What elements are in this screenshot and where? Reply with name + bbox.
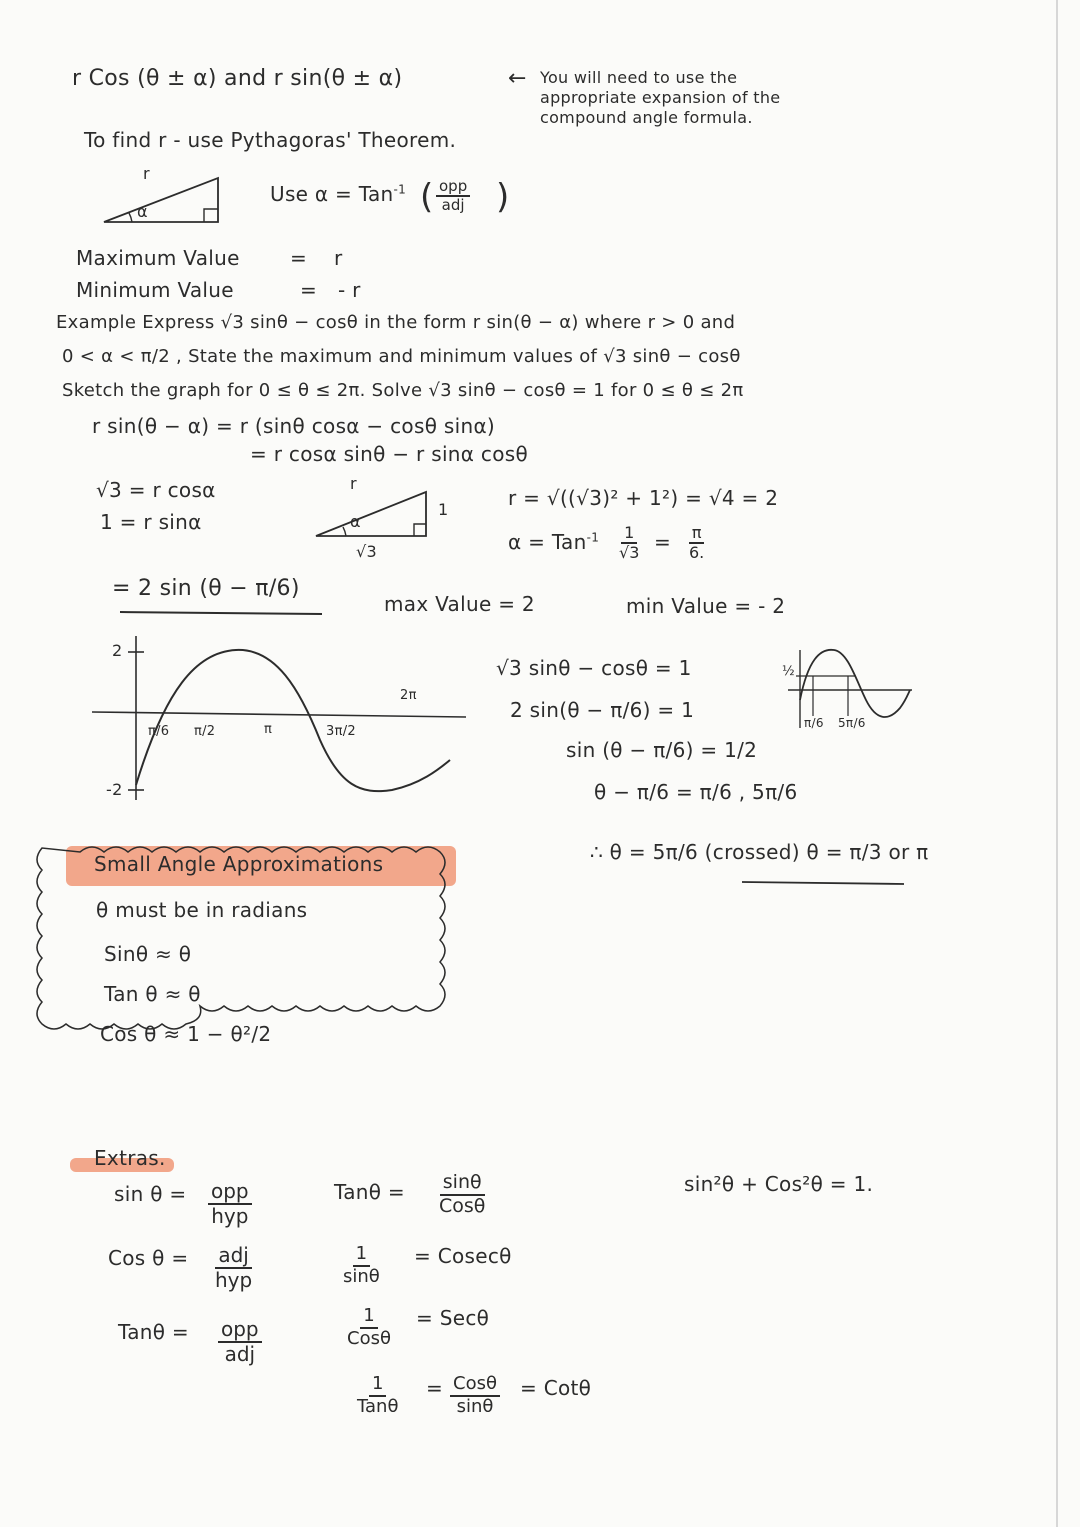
extras-cos-lhs: Cos θ =	[108, 1246, 189, 1270]
min-value-result: min Value = - 2	[626, 594, 786, 618]
triangle-2-r-label: r	[350, 474, 357, 493]
small-angle-tan: Tan θ ≈ θ	[104, 982, 201, 1006]
mini-graph-x2-label: 5π/6	[838, 716, 866, 730]
example-line-2: 0 < α < π/2 , State the maximum and minimum values of √3 sinθ − cosθ	[62, 346, 741, 367]
triangle-2-root3-label: √3	[356, 542, 377, 561]
alpha-calc-fraction: $\frac{1}{√3}$	[619, 523, 640, 563]
section-title: r Cos (θ ± α) and r sin(θ ± α)	[72, 66, 403, 91]
extras-cosec-fraction: $\frac{1}{\sin\theta}$	[343, 1243, 380, 1287]
graph-x-label-2pi: 2π	[400, 688, 417, 703]
graph-y-label-bottom: -2	[106, 780, 123, 799]
note-line-2: appropriate expansion of the	[540, 88, 781, 107]
extras-cot-fraction-1: 1 Tanθ	[357, 1373, 399, 1417]
max-label: Maximum Value	[76, 246, 240, 270]
triangle-2-one-label: 1	[438, 500, 449, 519]
pythagorean-identity: sin²θ + Cos²θ = 1.	[684, 1172, 874, 1196]
triangle-r-label: r	[143, 164, 150, 183]
extras-cot-fraction-2: Cosθ sinθ	[450, 1374, 500, 1417]
find-r-text: To find r - use Pythagoras' Theorem.	[84, 128, 457, 152]
alpha-formula-fraction: opp adj	[436, 178, 470, 215]
max-value-result: max Value = 2	[384, 592, 535, 616]
extras-tan-identity-lhs: Tanθ =	[334, 1180, 405, 1204]
small-angle-title: Small Angle Approximations	[94, 852, 384, 876]
example-line-3: Sketch the graph for 0 ≤ θ ≤ 2π. Solve √3 sinθ − cosθ = 1 for 0 ≤ θ ≤ 2π	[62, 380, 744, 401]
alpha-formula: Use α = Tan$^{-1}$	[270, 182, 407, 206]
solve-line-1: √3 sinθ − cosθ = 1	[496, 656, 692, 680]
solve-line-3: sin (θ − π/6) = 1/2	[566, 738, 758, 762]
extras-sec-rhs: = Secθ	[416, 1306, 490, 1330]
result-form: = 2 sin (θ − π/6)	[112, 576, 300, 601]
solve-line-2: 2 sin(θ − π/6) = 1	[510, 698, 695, 722]
solve-line-5: ∴ θ = 5π/6 (crossed) θ = π/3 or π	[590, 840, 929, 864]
note-line-3: compound angle formula.	[540, 108, 753, 127]
extras-cot-rhs: = Cotθ	[520, 1376, 592, 1400]
extras-cos-fraction: adj hyp	[215, 1243, 253, 1292]
equation-r-sin: 1 = r sinα	[100, 510, 202, 534]
graph-x-label-pi: π	[264, 722, 273, 737]
graph-y-label-top: 2	[112, 641, 123, 660]
alpha-calculation: α = Tan$^{-1}$	[508, 530, 600, 554]
alpha-result-fraction: $\frac{\pi}{6.}$	[689, 523, 705, 563]
note-line-1: You will need to use the	[540, 68, 738, 87]
extras-tan-lhs: Tanθ =	[118, 1320, 189, 1344]
paren-open: (	[420, 177, 434, 217]
extras-cot-eq: =	[426, 1376, 444, 1400]
graph-x-label-pi-6: π/6	[148, 724, 170, 739]
max-eq: =	[290, 246, 308, 270]
min-value: - r	[338, 278, 361, 302]
example-line-1: Example Express √3 sinθ − cosθ in the form r sin(θ − α) where r > 0 and	[56, 312, 736, 333]
solve-line-4: θ − π/6 = π/6 , 5π/6	[594, 780, 798, 804]
extras-sin-fraction: opp hyp	[208, 1180, 252, 1228]
mini-graph-half-label: ½	[782, 664, 795, 679]
mini-graph-x1-label: π/6	[804, 716, 824, 730]
graph-x-label-pi-2: π/2	[194, 724, 216, 739]
paren-close: )	[496, 177, 510, 217]
extras-cosec-rhs: = Cosecθ	[414, 1244, 512, 1268]
extras-sin-lhs: sin θ =	[114, 1182, 187, 1206]
small-angle-note: θ must be in radians	[96, 898, 308, 922]
min-label: Minimum Value	[76, 278, 234, 302]
extras-tan-fraction: opp adj	[218, 1318, 262, 1366]
r-calculation: r = √((√3)² + 1²) = √4 = 2	[508, 486, 779, 510]
min-eq: =	[300, 278, 318, 302]
small-angle-sin: Sinθ ≈ θ	[104, 942, 192, 966]
arrow-icon: ←	[508, 66, 527, 91]
expansion-line-1: r sin(θ − α) = r (sinθ cosα − cosθ sinα)	[92, 414, 496, 438]
triangle-2-alpha-label: α	[350, 512, 361, 531]
extras-title: Extras.	[94, 1146, 166, 1170]
graph-x-label-3pi-2: 3π/2	[326, 724, 356, 739]
small-angle-cos: Cos θ ≈ 1 − θ²/2	[100, 1022, 272, 1046]
alpha-calc-eq: =	[654, 530, 672, 554]
equation-r-cos: √3 = r cosα	[96, 478, 216, 502]
triangle-alpha-label: α	[137, 202, 148, 221]
extras-sec-fraction: 1 Cosθ	[347, 1305, 391, 1349]
max-value: r	[334, 246, 343, 270]
expansion-line-2: = r cosα sinθ − r sinα cosθ	[250, 442, 529, 466]
extras-tan-identity-fraction: sinθ Cosθ	[439, 1171, 486, 1217]
